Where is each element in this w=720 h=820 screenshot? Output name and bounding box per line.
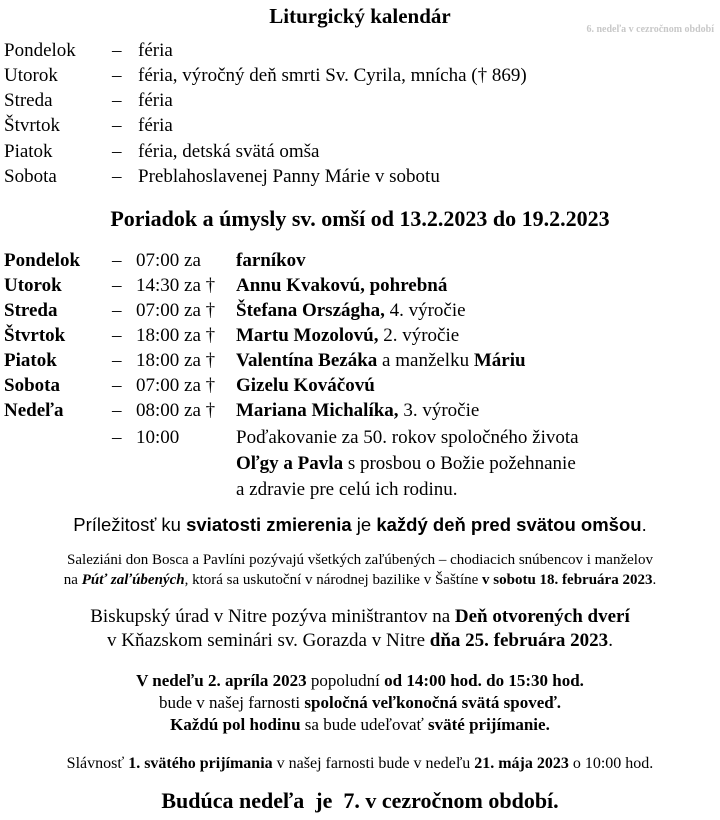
mass-time: 07:00 za xyxy=(136,250,201,271)
mass-time: 14:30 za † xyxy=(136,275,216,296)
mass-dash: – xyxy=(112,325,122,346)
mass-time: 08:00 za † xyxy=(136,400,216,421)
mass-dash: – xyxy=(112,350,122,371)
calendar-dash: – xyxy=(112,115,122,136)
mass-intention: Annu Kvakovú, pohrebná xyxy=(236,275,448,296)
salesians-notice-line2: na Púť zaľúbených, ktorá sa uskutoční v národnej bazilike v Šaštíne v sobotu 18. februára 2023. xyxy=(63,572,657,588)
calendar-dash: – xyxy=(112,141,122,162)
mass-intention: Štefana Országha, 4. výročie xyxy=(236,300,466,321)
mass-dash: – xyxy=(112,427,122,448)
calendar-dash: – xyxy=(112,40,122,61)
mass-intention: Mariana Michalíka, 3. výročie xyxy=(236,400,480,421)
mass-day: Nedeľa xyxy=(4,400,64,421)
mass-intention: Poďakovanie za 50. rokov spoločného života xyxy=(236,427,579,448)
mass-day: Pondelok xyxy=(4,250,81,271)
next-sunday-footer: Budúca nedeľa je 7. v cezročnom období. xyxy=(161,788,559,813)
easter-notice-line1: V nedeľu 2. apríla 2023 popoludní od 14:00 hod. do 15:30 hod. xyxy=(136,671,584,690)
mass-day: Štvrtok xyxy=(4,325,66,346)
mass-day: Streda xyxy=(4,300,58,321)
calendar-text: féria, výročný deň smrti Sv. Cyrila, mnícha († 869) xyxy=(138,65,527,86)
mass-intention: Gizelu Kováčovú xyxy=(236,375,375,396)
mass-intention: a zdravie pre celú ich rodinu. xyxy=(236,479,458,500)
mass-time: 18:00 za † xyxy=(136,325,216,346)
calendar-text: Preblahoslavenej Panny Márie v sobotu xyxy=(138,166,440,187)
mass-time: 07:00 za † xyxy=(136,375,216,396)
calendar-day: Streda xyxy=(4,90,53,111)
communion-notice: Slávnosť 1. svätého prijímania v našej farnosti bude v nedeľu 21. mája 2023 o 10:00 hod. xyxy=(66,755,654,772)
calendar-dash: – xyxy=(112,90,122,111)
mass-day: Piatok xyxy=(4,350,57,371)
mass-day: Sobota xyxy=(4,375,60,396)
mass-day: Utorok xyxy=(4,275,62,296)
mass-dash: – xyxy=(112,275,122,296)
mass-dash: – xyxy=(112,250,122,271)
mass-dash: – xyxy=(112,375,122,396)
calendar-text: féria, detská svätá omša xyxy=(138,141,320,162)
mass-dash: – xyxy=(112,400,122,421)
calendar-dash: – xyxy=(112,166,122,187)
masses-title: Poriadok a úmysly sv. omší od 13.2.2023 do 19.2.2023 xyxy=(110,206,610,231)
calendar-day: Štvrtok xyxy=(4,115,60,136)
bishop-notice-line1: Biskupský úrad v Nitre pozýva miništrantov na Deň otvorených dverí xyxy=(90,606,630,627)
confession-notice: Príležitosť ku sviatosti zmierenia je každý deň pred svätou omšou. xyxy=(73,514,647,535)
calendar-day: Piatok xyxy=(4,141,53,162)
calendar-day: Utorok xyxy=(4,65,58,86)
calendar-dash: – xyxy=(112,65,122,86)
calendar-text: féria xyxy=(138,90,173,111)
mass-intention: Martu Mozolovú, 2. výročie xyxy=(236,325,460,346)
watermark-text: 6. nedeľa v cezročnom období xyxy=(586,24,714,35)
salesians-notice-line1: Saleziáni don Bosca a Pavlíni pozývajú všetkých zaľúbených – chodiacich snúbencov i manželov xyxy=(67,552,653,568)
calendar-text: féria xyxy=(138,115,173,136)
bishop-notice-line2: v Kňazskom seminári sv. Gorazda v Nitre dňa 25. februára 2023. xyxy=(107,630,613,651)
calendar-day: Pondelok xyxy=(4,40,76,61)
mass-time: 18:00 za † xyxy=(136,350,216,371)
calendar-day: Sobota xyxy=(4,166,57,187)
easter-notice-line2: bude v našej farnosti spoločná veľkonočná svätá spoveď. xyxy=(159,693,561,712)
mass-intention: farníkov xyxy=(236,250,306,271)
mass-dash: – xyxy=(112,300,122,321)
calendar-title: Liturgický kalendár xyxy=(269,4,451,28)
mass-time: 07:00 za † xyxy=(136,300,216,321)
easter-notice-line3: Každú pol hodinu sa bude udeľovať sväté prijímanie. xyxy=(170,715,550,734)
calendar-text: féria xyxy=(138,40,173,61)
mass-intention: Oľgy a Pavla s prosbou o Božie požehnanie xyxy=(236,453,576,474)
mass-intention: Valentína Bezáka a manželku Máriu xyxy=(236,350,526,371)
mass-time: 10:00 xyxy=(136,427,180,448)
